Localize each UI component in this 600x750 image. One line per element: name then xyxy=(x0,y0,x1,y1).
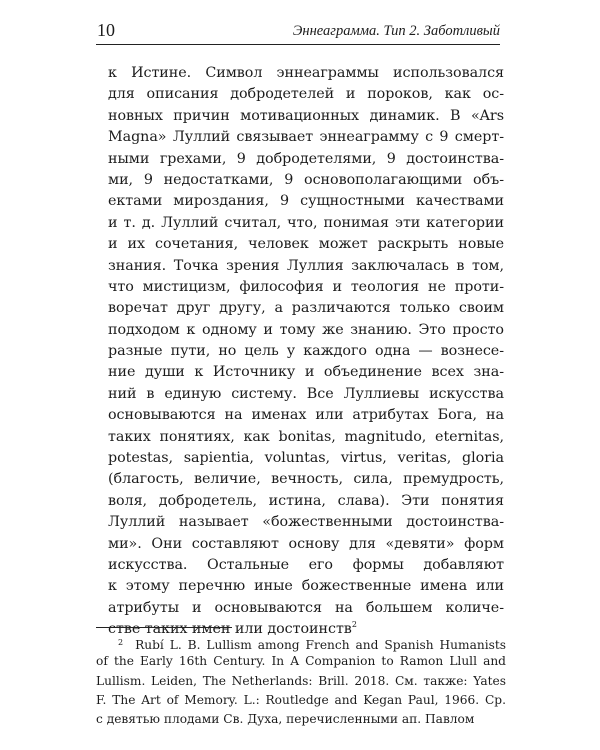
body-text-line: к этому перечню иные божественные имена или xyxy=(108,578,504,595)
body-text-line: таких понятиях, как bonitas, magnitudo, eternitas, xyxy=(108,428,504,445)
body-text-line: ние души к Источнику и объединение всех зна- xyxy=(108,364,504,381)
footnote xyxy=(96,633,506,729)
body-text-line: и т. д. Луллий считал, что, понимая эти категории xyxy=(108,214,504,231)
footnote-line: F. The Art of Memory. L.: Routledge and Kegan Paul, 1966. Ср. xyxy=(96,692,506,707)
page-header xyxy=(96,18,500,45)
footnote-reference[interactable]: 2 xyxy=(351,620,357,630)
footnote-divider xyxy=(96,627,232,628)
body-text-line: подходом к одному и тому же знанию. Это просто xyxy=(108,321,504,338)
body-text-line: разные пути, но цель у каждого одна — вознесе- xyxy=(108,343,504,360)
body-text-line: ний в единую систему. Все Луллиевы искусства xyxy=(108,385,504,402)
body-text-line: искусства. Остальные его формы добавляют xyxy=(108,556,504,573)
body-text-line: ными грехами, 9 добродетелями, 9 достоинства- xyxy=(108,150,504,167)
body-text-line: Magna» Луллий связывает эннеаграмму с 9 смерт- xyxy=(108,129,504,146)
body-text-line: новных причин мотивационных динамик. В «Ars xyxy=(108,107,504,124)
body-text-line: к Истине. Символ эннеаграммы использовался xyxy=(108,65,504,81)
body-text xyxy=(108,63,504,641)
footnote-first-line xyxy=(96,633,506,652)
footnote-first-line-text: Rubí L. B. Lullism among French and Spanish Humanists xyxy=(135,638,506,652)
footnote-line: of the Early 16th Century. In A Companion to Ramon Llull and xyxy=(96,654,506,669)
body-text-last-line-text: стве таких имен или достоинств xyxy=(108,621,352,638)
body-text-line: ектами мироздания, 9 сущностными качествами xyxy=(108,193,504,210)
body-text-line: ми». Они составляют основу для «девяти» форм xyxy=(108,535,504,552)
body-text-line: (благость, величие, вечность, сила, премудрость, xyxy=(108,471,504,488)
body-text-line: воречат друг другу, а различаются только своим xyxy=(108,300,504,317)
page-number: 10 xyxy=(97,20,115,40)
body-text-line: для описания добродетелей и пороков, как ос- xyxy=(108,86,504,103)
body-text-line: что мистицизм, философия и теология не проти- xyxy=(108,278,504,295)
body-text-line: и их сочетания, человек может раскрыть новые xyxy=(108,236,504,253)
body-text-line: знания. Точка зрения Луллия заключалась в том, xyxy=(108,257,504,274)
body-text-line: воля, добродетель, истина, слава). Эти понятия xyxy=(108,492,504,509)
body-text-line: Луллий называет «божественными достоинства- xyxy=(108,514,504,531)
footnote-mark: 2 xyxy=(118,638,124,647)
body-text-line: атрибуты и основываются на большем количе- xyxy=(108,599,504,616)
body-text-line: основываются на именах или атрибутах Бога, на xyxy=(108,407,504,424)
footnote-line: Lullism. Leiden, The Netherlands: Brill. 2018. См. также: Yates xyxy=(96,673,506,688)
body-text-line: ми, 9 недостатками, 9 основополагающими объ- xyxy=(108,171,504,188)
body-text-line: potestas, sapientia, voluntas, virtus, veritas, gloria xyxy=(108,450,504,467)
footnote-line: с девятью плодами Св. Духа, перечисленными ап. Павлом xyxy=(96,712,475,727)
running-head: Эннеаграмма. Тип 2. Заботливый xyxy=(292,23,500,39)
